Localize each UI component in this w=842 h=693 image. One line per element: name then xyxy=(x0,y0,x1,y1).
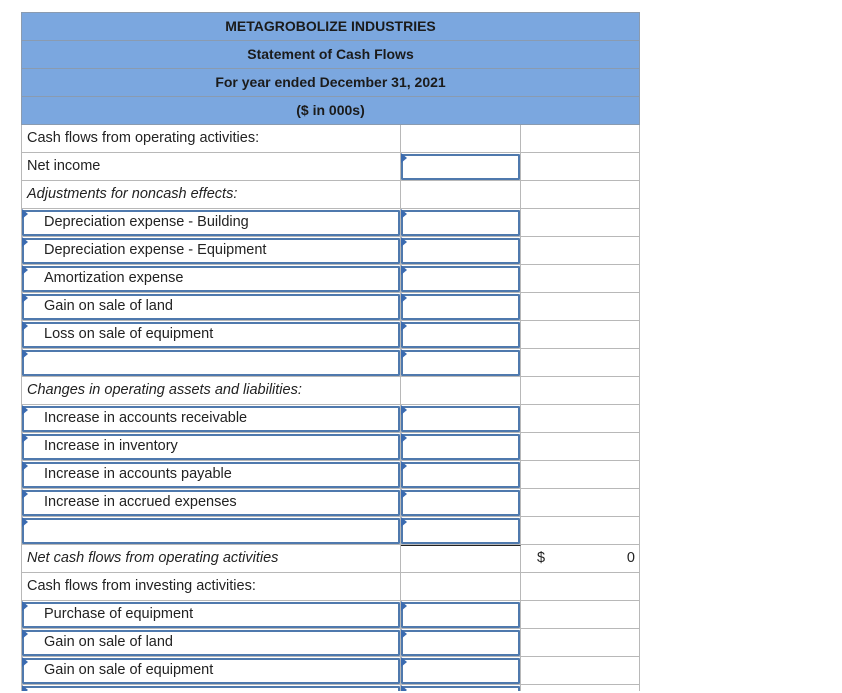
currency-symbol: $ xyxy=(537,550,546,566)
row-label: Amortization expense xyxy=(44,270,184,286)
table-row xyxy=(21,461,640,489)
table-row xyxy=(21,209,640,237)
row-label: Net cash flows from operating activities xyxy=(21,545,401,573)
amount-input[interactable] xyxy=(401,210,520,236)
row-label: Cash flows from operating activities: xyxy=(21,125,401,153)
dropdown-marker-icon xyxy=(22,517,28,527)
dropdown-marker-icon xyxy=(22,489,28,499)
statement-period: For year ended December 31, 2021 xyxy=(21,69,640,97)
row-label: Depreciation expense - Building xyxy=(44,214,249,230)
dropdown-marker-icon xyxy=(22,237,28,247)
table-row xyxy=(21,657,640,685)
dropdown-marker-icon xyxy=(401,433,407,443)
amount-input[interactable] xyxy=(401,686,520,691)
table-row xyxy=(21,489,640,517)
dropdown-marker-icon xyxy=(401,461,407,471)
dropdown-marker-icon xyxy=(22,433,28,443)
table-row xyxy=(21,237,640,265)
table-row xyxy=(21,685,640,691)
dropdown-marker-icon xyxy=(22,461,28,471)
table-row xyxy=(21,349,640,377)
row-label: Net income xyxy=(21,153,401,181)
row-label: Increase in accounts receivable xyxy=(44,410,248,426)
dropdown-marker-icon xyxy=(401,489,407,499)
table-row xyxy=(21,293,640,321)
amount-input[interactable] xyxy=(401,602,520,628)
dropdown-marker-icon xyxy=(401,237,407,247)
dropdown-marker-icon xyxy=(401,349,407,359)
table-row xyxy=(21,545,640,573)
dropdown-marker-icon xyxy=(22,293,28,303)
row-label: Purchase of equipment xyxy=(44,606,194,622)
amount-input[interactable] xyxy=(401,322,520,348)
amount-input[interactable] xyxy=(401,518,520,544)
amount-input[interactable] xyxy=(401,238,520,264)
dropdown-marker-icon xyxy=(22,657,28,667)
dropdown-marker-icon xyxy=(401,601,407,611)
table-row xyxy=(21,321,640,349)
dropdown-marker-icon xyxy=(22,405,28,415)
row-label: Increase in accounts payable xyxy=(44,466,232,482)
adjustment-select[interactable] xyxy=(22,350,400,376)
dropdown-marker-icon xyxy=(22,601,28,611)
dropdown-marker-icon xyxy=(22,321,28,331)
dropdown-marker-icon xyxy=(401,517,407,527)
row-label: Adjustments for noncash effects: xyxy=(21,181,401,209)
amount-input[interactable] xyxy=(401,630,520,656)
table-row xyxy=(21,153,640,181)
statement-title: Statement of Cash Flows xyxy=(21,41,640,69)
table-row xyxy=(21,433,640,461)
change-select[interactable] xyxy=(22,518,400,544)
statement-units: ($ in 000s) xyxy=(21,97,640,125)
dropdown-marker-icon xyxy=(401,209,407,219)
amount-input[interactable] xyxy=(401,462,520,488)
dropdown-marker-icon xyxy=(22,265,28,275)
net-operating-total: 0 xyxy=(626,550,635,566)
dropdown-marker-icon xyxy=(401,657,407,667)
cash-flow-statement xyxy=(21,12,640,691)
dropdown-marker-icon xyxy=(401,265,407,275)
dropdown-marker-icon xyxy=(22,685,28,691)
amount-input[interactable] xyxy=(401,266,520,292)
row-label: Increase in accrued expenses xyxy=(44,494,237,510)
row-label: Depreciation expense - Equipment xyxy=(44,242,267,258)
row-label: Gain on sale of equipment xyxy=(44,662,214,678)
amount-input[interactable] xyxy=(401,294,520,320)
dropdown-marker-icon xyxy=(22,629,28,639)
table-row xyxy=(21,601,640,629)
dropdown-marker-icon xyxy=(401,321,407,331)
company-name: METAGROBOLIZE INDUSTRIES xyxy=(21,12,640,41)
row-label: Gain on sale of land xyxy=(44,298,173,314)
table-row xyxy=(21,377,640,405)
row-label: Gain on sale of land xyxy=(44,634,173,650)
amount-input[interactable] xyxy=(401,406,520,432)
dropdown-marker-icon xyxy=(401,405,407,415)
table-row xyxy=(21,181,640,209)
amount-input[interactable] xyxy=(401,434,520,460)
amount-input[interactable] xyxy=(401,350,520,376)
net-income-input[interactable] xyxy=(401,154,520,180)
row-label: Cash flows from investing activities: xyxy=(21,573,401,601)
table-row xyxy=(21,629,640,657)
row-label: Loss on sale of equipment xyxy=(44,326,214,342)
dropdown-marker-icon xyxy=(22,209,28,219)
table-row xyxy=(21,125,640,153)
dropdown-marker-icon xyxy=(401,293,407,303)
table-row xyxy=(21,405,640,433)
table-row xyxy=(21,517,640,545)
row-label: Increase in inventory xyxy=(44,438,178,454)
amount-input[interactable] xyxy=(401,658,520,684)
table-row xyxy=(21,573,640,601)
dropdown-marker-icon xyxy=(401,153,407,163)
dropdown-marker-icon xyxy=(401,629,407,639)
dropdown-marker-icon xyxy=(401,685,407,691)
table-row xyxy=(21,265,640,293)
row-label: Changes in operating assets and liabilities: xyxy=(21,377,401,405)
dropdown-marker-icon xyxy=(22,349,28,359)
investing-select[interactable] xyxy=(22,686,400,691)
amount-input[interactable] xyxy=(401,490,520,516)
